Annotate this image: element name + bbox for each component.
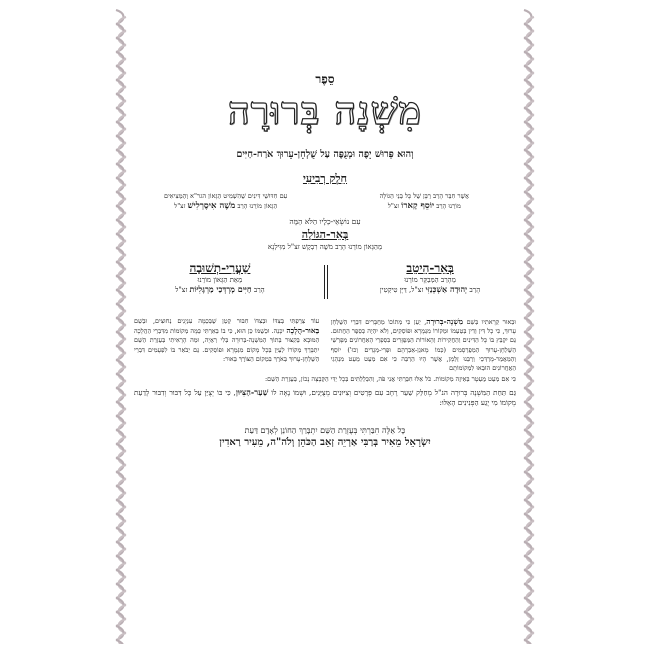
book-title: מִשְׁנָה בְּרוּרָה: [227, 88, 423, 133]
intro-right-bold1: מִשְׁנָה-בְּרוּרָה: [426, 317, 464, 326]
commentary-right-title: בְּאֵר-הֵיטֵב: [406, 261, 454, 275]
chain-border-right-icon: [516, 6, 542, 644]
commentary-left-line1: מֵאֵת הַגָּאוֹן מוֹרֵנוּ: [197, 276, 243, 284]
shaar-text2: , כִּי בּוֹ יְצֻיַּן עַל כָּל דִּבּוּר וְדִבּוּר לָדַעַת מְקוֹמוֹ מִי יָגַע הַפְּנִינִים הָאֵלּוּ:: [134, 388, 516, 408]
author-left-name: מֹשֶׁה אִיסֶרְלִישׁ: [187, 201, 236, 211]
intro-last-line: כִּי אִם מְעַט מֻעְטָר בְּאֵיזֶה מְקוֹמוֹת. כֹּל אֵלּוּ חִבַּרְתִּי אֲנִי פֹּה, וְהִכְּלַלְתִּים בְּכָל יַדִּי הַקְּבָצָה נָכוֹן, בְּעֶזְרַת הַשֵּׁם:: [264, 375, 516, 384]
commentaries-block: [134, 261, 516, 295]
shaar-hatziyun-paragraph: [134, 387, 516, 408]
author-right-suffix: זצ"ל: [387, 202, 400, 210]
volume-label: חֵלֶק רְבִיעִי: [302, 172, 348, 185]
author-left-line2: [134, 201, 317, 211]
author-right: [333, 191, 516, 211]
be-hagolah-title: בְּאֵר-הַגּוֹלָה: [301, 228, 349, 241]
shaar-bold: שַׁעַר-הַצִּיּוּן: [235, 387, 269, 398]
commentary-right-name: יְהוּדָה אַשְׁכְּנַזִּי: [425, 284, 468, 294]
commentary-left: [134, 261, 306, 295]
intro-left-column: [134, 317, 319, 373]
commentary-left-title: שַׁעֲרֵי-תְשׁוּבָה: [189, 261, 251, 275]
book-label: סֵפֶר: [315, 72, 335, 86]
commentary-right-prefix: הָרַב: [469, 286, 481, 294]
commentary-right: [344, 261, 516, 295]
commentary-right-line2: [344, 285, 516, 295]
commentary-right-line1: מֵהָרַב הַמְּבַקֵּר מוֹרֵנוּ: [404, 276, 456, 284]
authors-block: [134, 191, 516, 211]
shaar-text1: גַּם תַּחַת הַמִּשְׁנָה בְּרוּרָה הנ"ל מְחַלֵּק שַׁעַר רָחָב עִם פְּרָטִים וְצִיּוּנִים מְצֻיָּנִים, וּשְׁמוֹ נָאֶה לוֹ: [271, 388, 516, 398]
signature-author: יִשְׂרָאֵל מֵאִיר בְּרַבִּי אַרְיֵה זְאֵב הַכֹּהֵן וְלֹה"ה, מֵעִיר רַאדִין: [219, 437, 431, 449]
commentary-left-suffix: זצ"ל: [175, 286, 188, 294]
be-hagolah-author: מֵהַגָּאוֹן מוֹרֵנוּ הָרַב מֹשֶׁה רִבְקֶשׁ זצ"ל מִוִּילְנָא: [267, 243, 383, 251]
author-left-line1: עִם חִדּוּשֵׁי דִּינִים שֶׁהִשְׁמִיט הַגָּאוֹן הגר"א וְהַמְּצִיאִים: [164, 192, 288, 200]
author-right-line1: אֲשֶׁר חִבֵּר הָרַב רַבָּן שֶׁל כָּל בְּנֵי הַגּוֹלָה: [379, 192, 470, 200]
intro-left-text1: עוֹד צֵרַפְתִּי בְּצִדּוֹ וּבְצִדּוֹ חִבּוּר קְטַן שֶׁבְּכַמָּה עִנְיָנִים נְחוּצִים, וּבְשֵׁם: [134, 317, 320, 325]
column-divider: [324, 265, 328, 299]
title-page: [134, 30, 516, 630]
commentary-left-prefix: הָרַב: [253, 286, 265, 294]
intro-right-text1: וּבֵאוּר קְרָאתִיו בְּשֵׁם: [466, 318, 516, 326]
intro-left-bold1: בֵּאוּר-הֲלָכָה: [286, 326, 320, 336]
commentary-left-name: חַיִּים מָרְדְּכַי מַרְגָּלִיּוֹת: [189, 284, 252, 294]
introduction-columns: [134, 317, 516, 373]
author-right-line2: [333, 201, 516, 211]
with-commentaries-line: עִם נוֹשְׂאֵי-כֵלָיו הַלֹּא הֵמָּה: [289, 217, 361, 226]
signature-line1: כָּל אֵלֶּה חִבַּרְתִּי בְּעֶזְרַת הַשֵּׁם יִתְבָּרַךְ הַחוֹנֵן לְאָדָם דַּעַת: [244, 426, 406, 436]
chain-border-left-icon: [108, 6, 134, 644]
commentary-right-suffix: זצ"ל, דַּיָּן טִיקְטִין: [379, 286, 424, 294]
author-left-prefix: הַגָּאוֹן מוֹרֵנוּ הָרַב: [237, 202, 278, 210]
author-right-prefix: מוֹרֵנוּ הָרַב: [436, 202, 461, 210]
author-left: [134, 191, 317, 211]
author-right-name: יוֹסֵף קָארוֹ: [401, 201, 435, 211]
intro-right-column: [331, 317, 516, 373]
author-left-suffix: זצ"ל: [174, 202, 186, 210]
left-ornamental-border: [108, 6, 134, 644]
intro-left-text2: יִכָּנֵה. וּכְשֶׁמּוֹ כֵּן הוּא, כִּי בוֹ בֵאַרְתִּי כַּמָּה מְקוֹמוֹת מִדִּבְרֵי הַהֲלָכָה הַמּוּבָא בְּקִצּוּר בְּתוֹךְ הַמִּשְׁנָה-בְּרוּרָה בְּלִי רְאָיָה, וּמַה הָרָאִיתִי בְּעֶזְרַת הַשֵּׁם יִתְבָּרַךְ מְקוֹרוֹ לְעַיֵּן בְּכָל מָקוֹם מִגְּמָרָא וּפוֹסְקִים. גַּם יְבֹאַר בּוֹ לִפְעָמִים דִּבְרֵי הַשֻּׁלְחָן-עָרוּךְ בְּאֹרֶךְ בִּמְקוֹם הַצּוֹרֶךְ בֵּאוּר:: [134, 327, 320, 363]
commentary-left-line2: [134, 285, 306, 295]
book-subtitle: וְהוּא פֵּרוּשׁ יָפֶה וּמְנֻפֶּה עַל שֻׁלְחָן-עָרוּךְ אֹרַח-חַיִּים: [236, 149, 414, 160]
right-ornamental-border: [516, 6, 542, 644]
intro-right-text2: , יַעַן כִּי מְתוֹכוֹ מְחֻבָּרִים דִּבְרֵי הַשֻּׁלְחָן עָרוּךְ, כִּי כָל דִּין וְדִין בְּטַעְמוֹ וּמְקוֹרוֹ מִגְּמָרָא וּפוֹסְקִים, וְלֹא יִהְיֶה כְּסֵפֶר הַחֲתוּם. גַּם יִקְבַּץ בּוֹ כָּל הַדִּינִים וְהַחֲקִירוֹת וְהָאוֹרוֹת הַמְּפֻזָּרִים בִּסְפָרֵי הָאַחֲרוֹנִים מְפָרְשֵׁי הַשֻּׁלְחָן-עָרוּךְ הַמְפֻרְסָמִים (כְּמוֹ מָאגֵן-אַבְרָהָם וּפְרִי-מְגָדִים וְכוּ') יוֹסֵף וְהַמַּאֲמַר-מָרְדְּכַי וְרַבֵּנוּ זַלְמָן, אֲשֶׁר הָיוּ הַרְבֵּה כִּי אִם מְעַט מְעַט מִנְהָגֵי הַאֲחֲרוֹנִים הוּבְאוּ לִמְקוֹמוֹתָם: [330, 318, 516, 373]
